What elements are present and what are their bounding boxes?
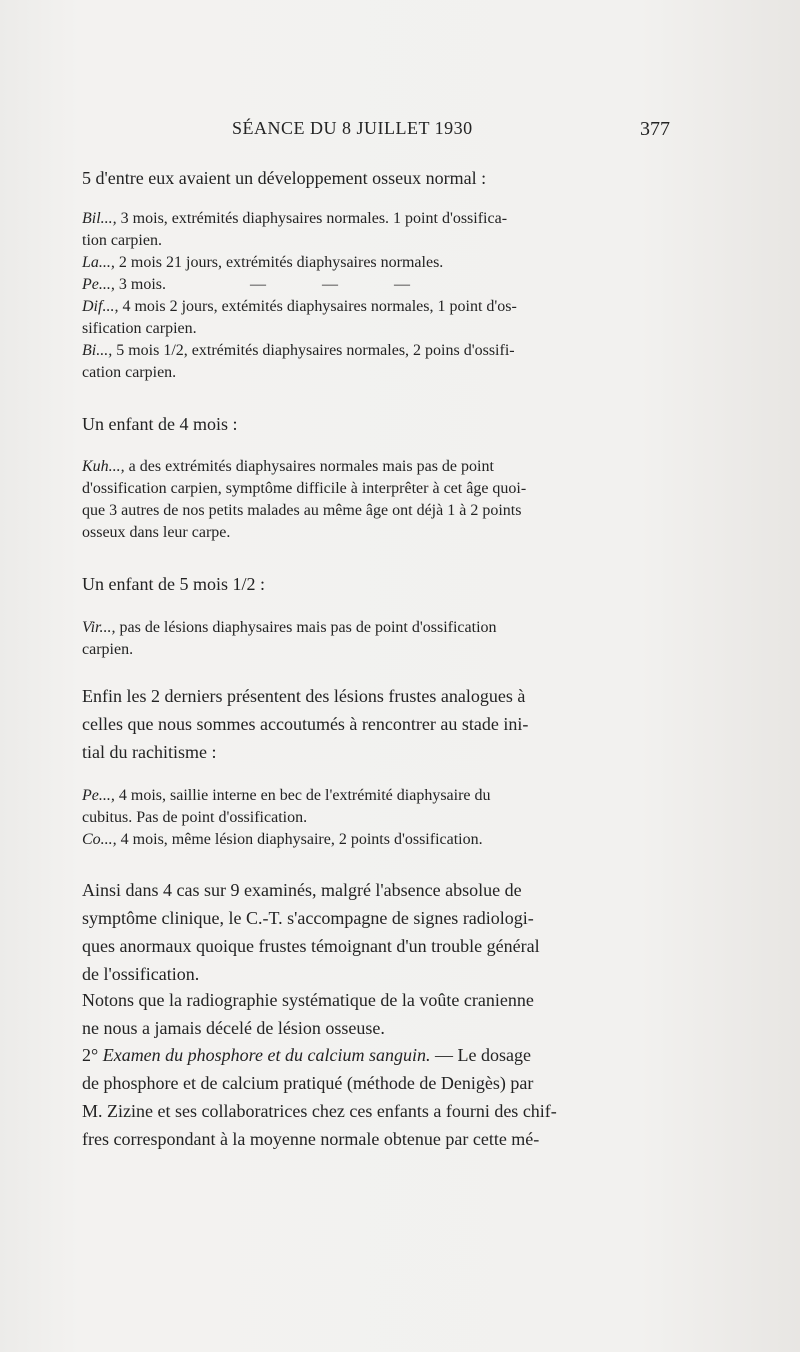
section-number: 2° [82,1045,99,1065]
case-text: 3 mois, extrémités diaphysaires normales. 1 point d'ossifica- [116,210,508,227]
case-continuation: tion carpien. [82,232,162,249]
paragraph-ainsi [82,876,668,988]
case-pe [82,274,668,296]
case-continuation: d'ossification carpien, symptôme difficile à interprêter à cet âge quoi- [82,480,527,497]
section-2 [82,1041,668,1153]
case-bi [82,340,668,384]
case-text: 3 mois. [114,276,166,293]
text-line: celles que nous sommes accoutumés à rencontrer au stade ini- [82,714,529,734]
text-line: Enfin les 2 derniers présentent des lésions frustes analogues à [82,686,526,706]
case-continuation: sification carpien. [82,320,197,337]
text-line: fres correspondant à la moyenne normale obtenue par cette mé- [82,1129,540,1149]
text-line: Notons que la radiographie systématique de la voûte cranienne [82,990,534,1010]
case-text: 2 mois 21 jours, extrémités diaphysaires normales. [114,254,444,271]
case-name: Co..., [82,831,117,848]
case-name: La..., [82,254,115,271]
ditto-dash: — [250,276,266,293]
intro-4-months-line: Un enfant de 4 mois : [82,414,238,434]
text-line: de l'ossification. [82,964,200,984]
text-line: Ainsi dans 4 cas sur 9 examinés, malgré l'absence absolue de [82,880,522,900]
paragraph-notons [82,986,668,1042]
case-continuation: carpien. [82,641,134,658]
text-line: M. Zizine et ses collaboratrices chez ces enfants a fourni des chif- [82,1101,557,1121]
case-name: Vir..., [82,619,116,636]
case-bil [82,208,668,252]
case-name: Pe..., [82,276,115,293]
case-name: Kuh..., [82,458,125,475]
ditto-dash: — [394,276,410,293]
case-co [82,829,668,851]
case-text: pas de lésions diaphysaires mais pas de point d'ossification [115,619,497,636]
intro-5-months-line: Un enfant de 5 mois 1/2 : [82,574,265,594]
case-text: a des extrémités diaphysaires normales mais pas de point [124,458,494,475]
text-line: ques anormaux quoique frustes témoignant d'un trouble général [82,936,540,956]
case-continuation: cubitus. Pas de point d'ossification. [82,809,308,826]
case-name: Bil..., [82,210,117,227]
case-text: 4 mois, saillie interne en bec de l'extrémité diaphysaire du [114,787,491,804]
case-continuation: cation carpien. [82,364,177,381]
paragraph-enfin [82,682,668,766]
case-dif [82,296,668,340]
text-line: — Le dosage [430,1045,531,1065]
case-text: 4 mois 2 jours, extémités diaphysaires normales, 1 point d'os- [118,298,517,315]
case-la [82,252,668,274]
ditto-dash: — [322,276,338,293]
case-name: Bi..., [82,342,113,359]
case-text: 4 mois, même lésion diaphysaire, 2 points d'ossification. [116,831,483,848]
text-line: symptôme clinique, le C.-T. s'accompagne de signes radiologi- [82,908,534,928]
intro-normal [82,164,668,192]
case-text: 5 mois 1/2, extrémités diaphysaires normales, 2 poins d'ossifi- [112,342,515,359]
case-continuation: que 3 autres de nos petits malades au même âge ont déjà 1 à 2 points [82,502,522,519]
lesion-cases-list [82,785,668,851]
running-head: SÉANCE DU 8 JUILLET 1930 [232,118,473,138]
intro-normal-line: 5 d'entre eux avaient un développement osseux normal : [82,168,487,188]
intro-5-months [82,570,668,598]
case-name: Pe..., [82,787,115,804]
normal-cases-list [82,208,668,384]
text-line: de phosphore et de calcium pratiqué (méthode de Denigès) par [82,1073,534,1093]
case-pe-lesion [82,785,668,829]
section-title: Examen du phosphore et du calcium sanguin. [102,1045,431,1065]
text-line: tial du rachitisme : [82,742,217,762]
case-kuh [82,456,668,544]
case-vir [82,617,668,661]
page-header [82,118,670,146]
intro-4-months [82,410,668,438]
case-continuation: osseux dans leur carpe. [82,524,231,541]
page-number: 377 [640,118,670,140]
case-name: Dif..., [82,298,119,315]
text-line: ne nous a jamais décelé de lésion osseuse. [82,1018,385,1038]
